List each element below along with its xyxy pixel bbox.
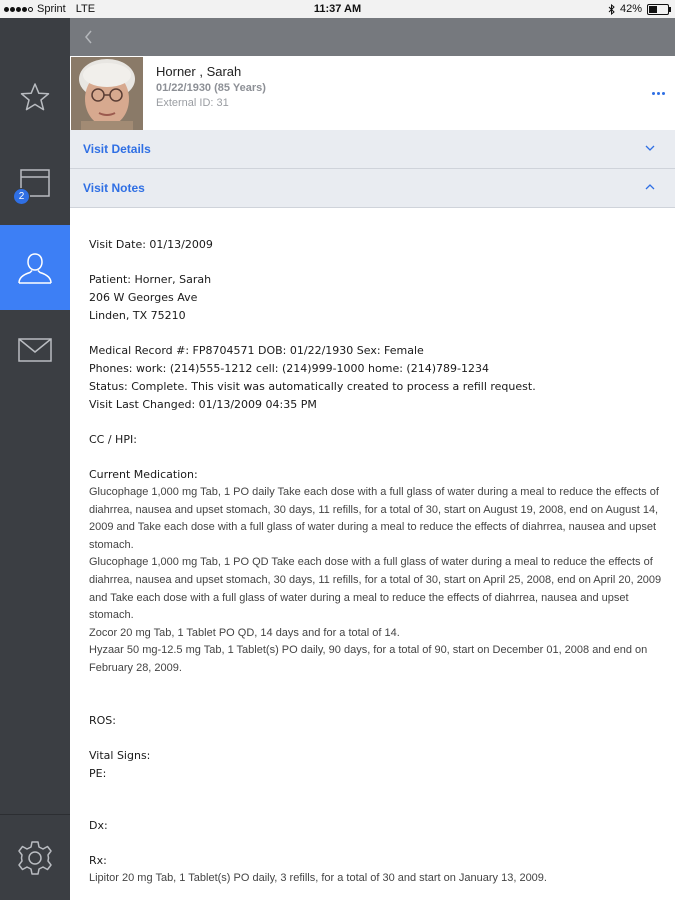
vital-signs-heading: Vital Signs:: [89, 748, 151, 762]
visit-last-changed: Visit Last Changed: 01/13/2009 04:35 PM: [89, 398, 317, 411]
phones: Phones: work: (214)555-1212 cell: (214)999-1000 home: (214)789-1234: [89, 362, 489, 375]
carrier-name: Sprint: [37, 3, 66, 15]
medical-record: Medical Record #: FP8704571 DOB: 01/22/1930 Sex: Female: [89, 344, 424, 357]
patient-photo: [71, 57, 143, 130]
chevron-up-icon: [645, 183, 655, 191]
visit-status: Status: Complete. This visit was automatically created to process a refill request.: [89, 380, 536, 393]
visit-notes-header[interactable]: [70, 169, 675, 208]
cc-hpi-heading: CC / HPI:: [89, 433, 137, 446]
more-options-icon[interactable]: [652, 92, 665, 95]
patient-name: Horner , Sarah: [156, 64, 242, 79]
person-icon: [17, 251, 53, 285]
star-icon: [19, 82, 51, 112]
sidebar-item-settings[interactable]: [0, 818, 70, 898]
rx-heading: Rx:: [89, 853, 107, 867]
visit-date: Visit Date: 01/13/2009: [89, 238, 213, 251]
mail-icon: [18, 338, 52, 362]
rx-item: Lipitor 20 mg Tab, 1 Tablet(s) PO daily, 3 refills, for a total of 30 and start on January 13, 2009.: [89, 871, 547, 884]
network-type: LTE: [75, 3, 96, 15]
status-bar: [0, 0, 675, 18]
visit-details-label: Visit Details: [83, 142, 151, 156]
medication-item: Zocor 20 mg Tab, 1 Tablet PO QD, 14 days and for a total of 14.: [89, 626, 400, 639]
schedule-badge: 2: [13, 188, 30, 205]
address-line-1: 206 W Georges Ave: [89, 291, 198, 304]
patient-external-id: External ID: 31: [156, 97, 229, 109]
ros-heading: ROS:: [89, 713, 116, 727]
sidebar-item-schedule[interactable]: [0, 148, 70, 218]
sidebar-item-messages[interactable]: [0, 320, 70, 380]
bluetooth-icon: [608, 4, 615, 15]
medication-item: Glucophage 1,000 mg Tab, 1 PO daily Take each dose with a full glass of water during a meal to reduce the effects of diahrrea, nausea and upset stomach, 30 days, 11 refills, for a total of 30, start on August 19, 2008, end on August 14, 2009 and Take each dose with a full glass of water during a meal to reduce the effects of diahrrea, nausea and upset stomach.: [89, 486, 659, 551]
battery-percent: 42%: [619, 3, 642, 15]
address-line-2: Linden, TX 75210: [89, 309, 186, 322]
patient-dob: 01/22/1930 (85 Years): [156, 82, 266, 94]
sidebar-divider: [0, 814, 70, 815]
dx-heading: Dx:: [89, 818, 108, 832]
patient-line: Patient: Horner, Sarah: [89, 273, 212, 286]
top-nav-bar: [70, 18, 675, 56]
sidebar-item-favorites[interactable]: [0, 62, 70, 132]
chevron-down-icon: [645, 144, 655, 152]
current-medication-heading: Current Medication:: [89, 468, 198, 481]
back-chevron-icon[interactable]: [82, 28, 96, 46]
clock: 11:37 AM: [313, 3, 362, 15]
patient-header: [70, 56, 675, 131]
visit-notes-body: [70, 208, 675, 900]
visit-notes-label: Visit Notes: [83, 181, 145, 195]
battery-icon: [647, 4, 669, 15]
sidebar: [0, 18, 70, 900]
pe-heading: PE:: [89, 766, 107, 780]
gear-icon: [17, 840, 53, 876]
sidebar-item-patients[interactable]: [0, 225, 70, 310]
visit-details-header[interactable]: [70, 130, 675, 169]
medication-item: Glucophage 1,000 mg Tab, 1 PO QD Take each dose with a full glass of water during a meal to reduce the effects of diahrrea, nausea and upset stomach, 30 days, 11 refills, for a total of 30, start on April 25, 2008, end on April 20, 2009 and Take each dose with a full glass of water during a meal to reduce the effects of diahrrea, nausea and upset stomach.: [89, 556, 662, 622]
medication-item: Hyzaar 50 mg-12.5 mg Tab, 1 Tablet(s) PO daily, 90 days, for a total of 90, start on December 01, 2008 and end on February 28, 2009.: [89, 644, 648, 674]
status-right: [608, 3, 669, 15]
